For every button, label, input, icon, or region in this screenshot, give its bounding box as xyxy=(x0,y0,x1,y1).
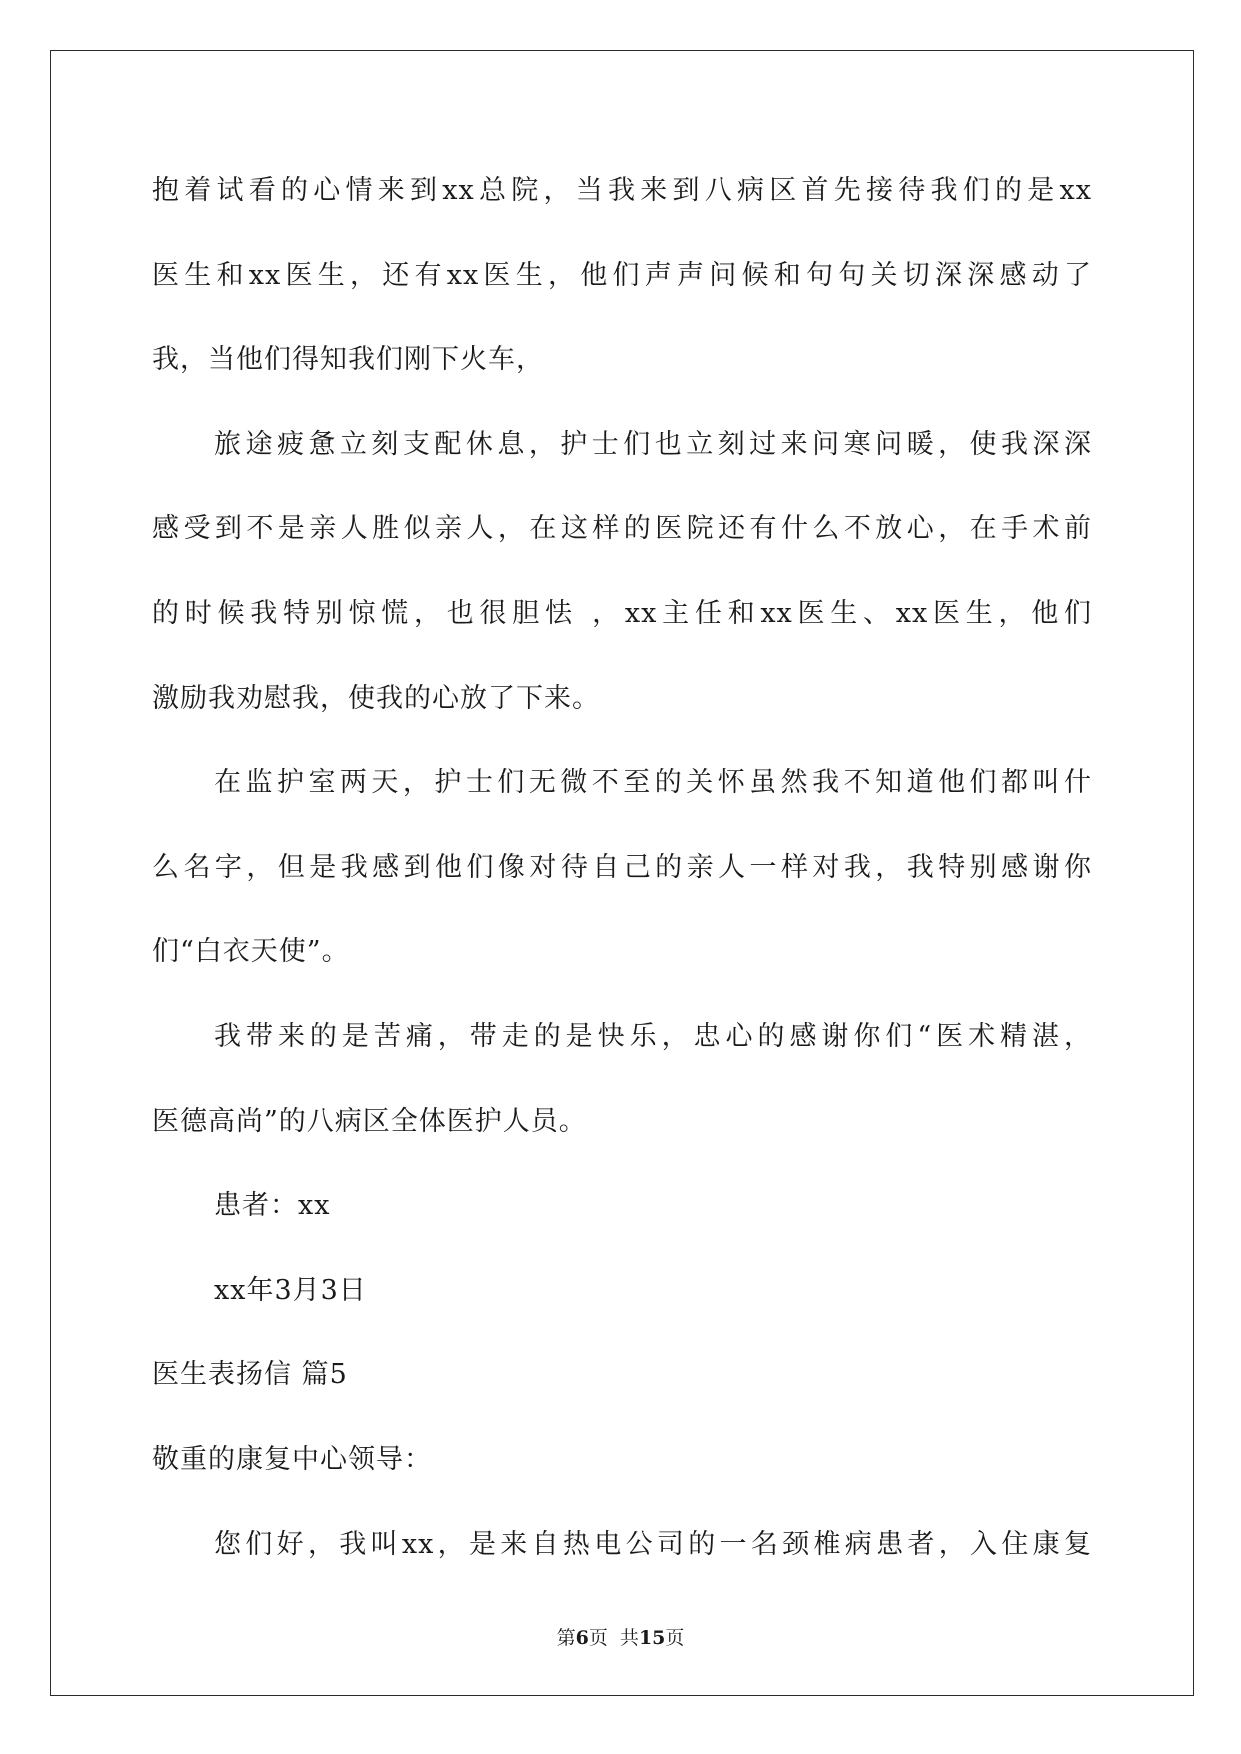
paragraph-line: 么名字，但是我感到他们像对待自己的亲人一样对我，我特别感谢你 xyxy=(152,851,1092,883)
section-title: 医生表扬信 篇5 xyxy=(152,1359,348,1391)
paragraph-line: 感受到不是亲人胜似亲人，在这样的医院还有什么不放心，在手术前 xyxy=(152,513,1092,545)
paragraph-line: 激励我劝慰我，使我的心放了下来。 xyxy=(152,682,600,714)
footer-suffix: 页 xyxy=(665,1627,685,1649)
salutation: 敬重的康复中心领导： xyxy=(152,1443,432,1475)
paragraph-line: 抱着试看的心情来到xx总院，当我来到八病区首先接待我们的是xx xyxy=(152,175,1092,206)
paragraph-line: 旅途疲惫立刻支配休息，护士们也立刻过来问寒问暖，使我深深 xyxy=(214,428,1092,460)
paragraph-line: 您们好，我叫xx，是来自热电公司的一名颈椎病患者，入住康复 xyxy=(214,1528,1092,1560)
paragraph-line: 们“白衣天使”。 xyxy=(152,936,350,968)
document-body xyxy=(152,160,1092,1598)
footer-page-number: 6 xyxy=(575,1627,589,1649)
paragraph-line: 医德高尚”的八病区全体医护人员。 xyxy=(152,1105,587,1137)
signature-patient: 患者：xx xyxy=(214,1190,331,1222)
footer-prefix: 第 xyxy=(556,1627,576,1649)
paragraph-line: 医生和xx医生，还有xx医生，他们声声问候和句句关切深深感动了 xyxy=(152,259,1092,291)
footer-mid: 页 共 xyxy=(588,1627,639,1649)
paragraph-line: 我，当他们得知我们刚下火车， xyxy=(152,344,544,376)
page-footer xyxy=(0,1623,1241,1650)
paragraph-line: 我带来的是苦痛，带走的是快乐，忠心的感谢你们“医术精湛， xyxy=(214,1020,1092,1052)
footer-total-pages: 15 xyxy=(638,1627,666,1649)
signature-date: xx年3月3日 xyxy=(214,1274,367,1306)
paragraph-line: 的时候我特别惊慌，也很胆怯 ，xx主任和xx医生、xx医生，他们 xyxy=(152,597,1092,629)
paragraph-line: 在监护室两天，护士们无微不至的关怀虽然我不知道他们都叫什 xyxy=(214,767,1092,799)
